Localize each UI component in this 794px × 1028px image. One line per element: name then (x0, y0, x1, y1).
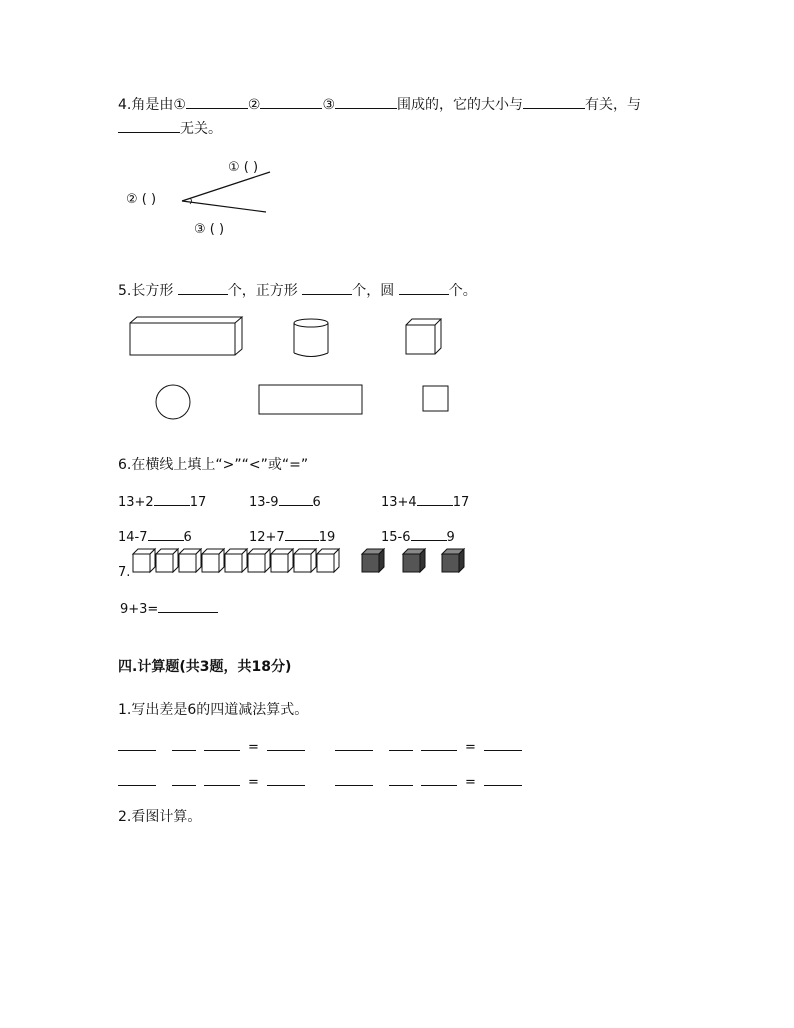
cuboid-shape (130, 317, 242, 355)
q4-line2-end: 无关。 (180, 121, 222, 137)
equals-sign: = (465, 740, 476, 755)
q6-item-2-3 (381, 526, 455, 545)
q6-blank[interactable] (154, 491, 190, 506)
white-cube (156, 549, 178, 572)
equals-sign: = (248, 740, 259, 755)
q6-left: 13+2 (118, 495, 154, 510)
q4-line2 (118, 118, 222, 138)
q4-blank-2[interactable] (260, 94, 322, 109)
q6-item-2-2 (249, 526, 335, 545)
eq-blank[interactable] (204, 736, 240, 751)
eq-blank[interactable] (267, 771, 305, 786)
q7-equation-text: 9+3= (120, 602, 159, 617)
angle-ray-lower (182, 201, 266, 212)
q6-right: 17 (189, 495, 207, 510)
s4-q2-title: 2.看图计算。 (118, 809, 202, 825)
eq-blank[interactable] (484, 771, 522, 786)
rectangle-shape (259, 385, 362, 414)
white-cube (248, 549, 270, 572)
q5-line (118, 280, 477, 300)
q5-blank-circle[interactable] (399, 280, 449, 295)
q4-blank-4[interactable] (523, 94, 585, 109)
eq-blank[interactable] (389, 771, 413, 786)
q6-right: 6 (312, 495, 321, 510)
eq-blank[interactable] (335, 771, 373, 786)
equals-sign: = (248, 775, 259, 790)
eq-blank[interactable] (335, 736, 373, 751)
q5-ge3: 个。 (448, 283, 477, 299)
dark-cube (442, 549, 464, 572)
white-cube (133, 549, 155, 572)
s4-eq-row-1 (118, 736, 305, 755)
eq-blank[interactable] (484, 736, 522, 751)
q6-right: 6 (183, 530, 192, 545)
eq-blank[interactable] (118, 771, 156, 786)
q4-circle3: ③ (322, 97, 336, 113)
dark-cube (403, 549, 425, 572)
q4-tail: 有关，与 (585, 97, 642, 113)
shapes-figure (120, 310, 480, 425)
angle-ray-upper (182, 172, 270, 201)
square-shape (423, 386, 448, 411)
q4-line1 (118, 94, 641, 114)
angle-label-3: ③ ( ) (194, 222, 225, 237)
q5-ge2: 个，圆 (352, 283, 395, 299)
q4-prefix: 4.角是由① (118, 97, 186, 113)
q5-prefix: 5.长方形 (118, 283, 174, 299)
eq-blank[interactable] (172, 736, 196, 751)
q7-equation (120, 598, 218, 617)
s4-q1-title: 1.写出差是6的四道减法算式。 (118, 702, 309, 718)
equals-sign: = (465, 775, 476, 790)
q6-right: 17 (452, 495, 470, 510)
q7-answer-blank[interactable] (158, 598, 218, 613)
q6-item-1-1 (118, 491, 206, 510)
angle-label-1: ① ( ) (228, 160, 259, 175)
white-cube (317, 549, 339, 572)
q6-right: 19 (318, 530, 336, 545)
white-cube (202, 549, 224, 572)
q6-blank[interactable] (148, 526, 184, 541)
q6-blank[interactable] (417, 491, 453, 506)
white-cube (294, 549, 316, 572)
s4-eq-row-2b (335, 771, 522, 790)
eq-blank[interactable] (172, 771, 196, 786)
eq-blank[interactable] (204, 771, 240, 786)
eq-blank[interactable] (267, 736, 305, 751)
q4-circle2: ② (247, 97, 261, 113)
q6-title: 6.在横线上填上“>”“<”或“=” (118, 457, 309, 473)
eq-blank[interactable] (389, 736, 413, 751)
s4-eq-row-1b (335, 736, 522, 755)
q4-mid: 围成的，它的大小与 (397, 97, 524, 113)
white-cube (225, 549, 247, 572)
cylinder-shape (294, 319, 328, 357)
q6-blank[interactable] (411, 526, 447, 541)
s4-eq-row-2 (118, 771, 305, 790)
q6-right: 9 (446, 530, 455, 545)
q4-blank-3[interactable] (335, 94, 397, 109)
eq-blank[interactable] (118, 736, 156, 751)
q6-item-1-2 (249, 491, 321, 510)
q5-ge1: 个，正方形 (227, 283, 298, 299)
q5-blank-square[interactable] (302, 280, 352, 295)
q6-left: 14-7 (118, 530, 148, 545)
section4-heading: 四.计算题(共3题，共18分) (118, 659, 292, 675)
q5-blank-rect[interactable] (178, 280, 228, 295)
q7-number: 7. (118, 565, 131, 580)
q6-blank[interactable] (279, 491, 313, 506)
angle-label-2: ② ( ) (126, 192, 157, 207)
q6-left: 13+4 (381, 495, 417, 510)
white-cube (271, 549, 293, 572)
eq-blank[interactable] (421, 771, 457, 786)
white-cube (179, 549, 201, 572)
q6-item-2-1 (118, 526, 192, 545)
q6-left: 15-6 (381, 530, 411, 545)
q6-left: 12+7 (249, 530, 285, 545)
cube-shape (406, 319, 441, 354)
q4-blank-5[interactable] (118, 118, 180, 133)
eq-blank[interactable] (421, 736, 457, 751)
cubes-figure (128, 544, 473, 576)
circle-shape (156, 385, 190, 419)
q6-item-1-3 (381, 491, 469, 510)
q6-left: 13-9 (249, 495, 279, 510)
q4-blank-1[interactable] (186, 94, 248, 109)
dark-cube (362, 549, 384, 572)
q6-blank[interactable] (285, 526, 319, 541)
